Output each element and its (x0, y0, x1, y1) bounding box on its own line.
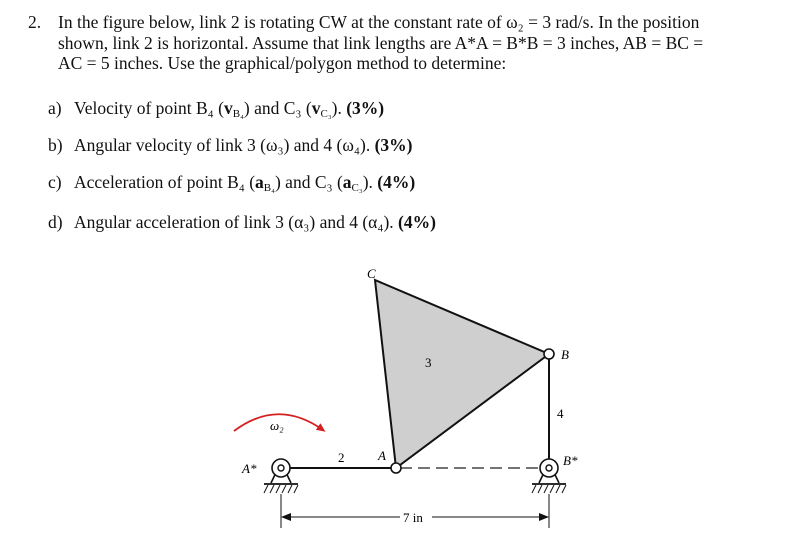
pin-B (544, 349, 554, 359)
ground-pivot-Bstar (532, 459, 566, 493)
label-B: B (561, 347, 569, 362)
label-link4: 4 (557, 406, 564, 421)
problem-number: 2. (28, 12, 42, 32)
label-Bstar: B* (563, 453, 578, 468)
label-link2: 2 (338, 450, 345, 465)
problem-line-3: AC = 5 inches. Use the graphical/polygon method to determine: (58, 53, 507, 73)
question-c: c) Acceleration of point B₄ $(a_{B_4})$ and C₃ $(a_{C_3})$. (4%) (48, 172, 416, 194)
label-Astar: A* (242, 461, 257, 476)
problem-line-1: In the figure below, link 2 is rotating CW at the constant rate of ω₂ = 3 rad/s. In the position (58, 12, 700, 32)
label-link3: 3 (425, 355, 432, 370)
problem-line-2: shown, link 2 is horizontal. Assume that link lengths are A*A = B*B = 3 inches, AB = BC = (58, 32, 704, 53)
label-C: C (367, 266, 376, 281)
question-b: b) Angular velocity of link 3 (ω₃) and 4 (ω₄). (3%) (48, 135, 413, 155)
link3-triangle (375, 280, 549, 468)
question-d: d) Angular acceleration of link 3 (α₃) and 4 (α₄). (4%) (48, 212, 436, 232)
label-omega2: ω₂ (270, 418, 284, 433)
ground-pivot-Astar (264, 459, 298, 493)
label-A: A (378, 448, 386, 463)
dimension-label: 7 in (403, 510, 423, 525)
pin-A (391, 463, 401, 473)
question-a: a) Velocity of point B₄ $(v_{B_4})$ and C₃ $(v_{C_3})$. (3%) (48, 98, 385, 120)
